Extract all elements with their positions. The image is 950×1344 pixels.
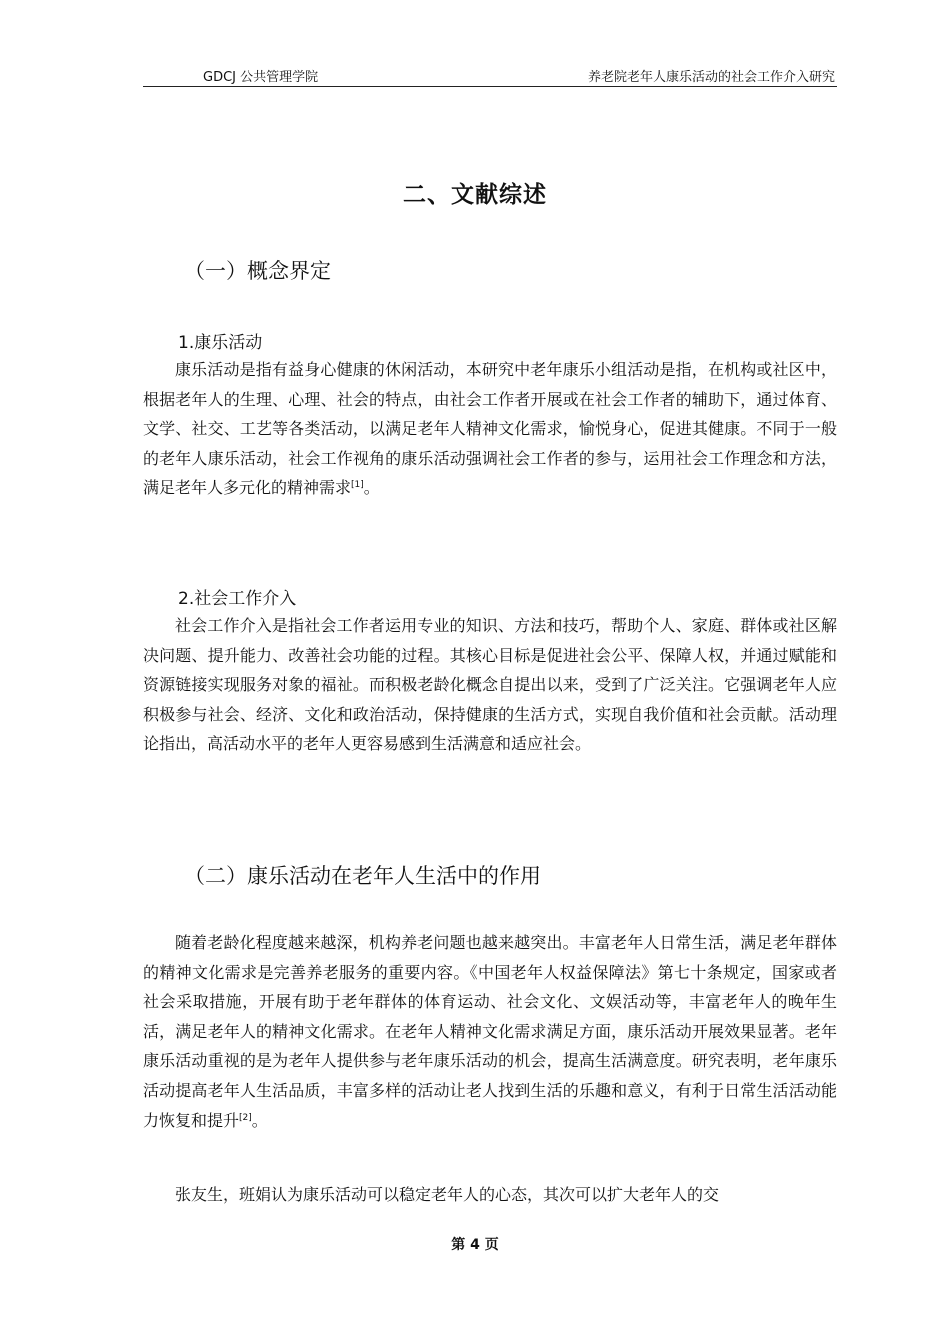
paragraph-recreation-definition xyxy=(143,355,837,503)
citation-1: [1] xyxy=(351,480,364,491)
paragraph-tail: 。 xyxy=(251,1110,268,1130)
paragraph-social-work-definition xyxy=(143,611,837,759)
paragraph-text: 张友生，班娟认为康乐活动可以稳定老年人的心态，其次可以扩大老年人的交 xyxy=(175,1185,720,1204)
header-school: GDCJ 公共管理学院 xyxy=(203,70,319,85)
subsection-heading-recreation: 1.康乐活动 xyxy=(178,333,263,353)
paragraph-text: 康乐活动是指有益身心健康的休闲活动，本研究中老年康乐小组活动是指，在机构或社区中，根据老年人的生理、心理、社会的特点，由社会工作者开展或在社会工作者的辅助下，通过体育、文学、社交、工艺等各类活动，以满足老年人精神文化需求，愉悦身心，促进其健康。不同于一般的老年人康乐活动，社会工作视角的康乐活动强调社会工作者的参与，运用社会工作理念和方法，满足老年人多元化的精神需求 xyxy=(143,360,837,498)
page-number: 第 4 页 xyxy=(451,1237,499,1253)
section-heading-concepts: （一）概念界定 xyxy=(184,259,331,283)
chapter-title: 二、文献综述 xyxy=(403,182,547,208)
citation-2: [2] xyxy=(239,1112,252,1123)
page-header xyxy=(143,64,837,87)
subsection-heading-social-work: 2.社会工作介入 xyxy=(178,589,297,609)
section-heading-role: （二）康乐活动在老年人生活中的作用 xyxy=(184,864,541,888)
paragraph-role-2 xyxy=(143,1180,837,1210)
paragraph-text: 社会工作介入是指社会工作者运用专业的知识、方法和技巧，帮助个人、家庭、群体或社区解决问题、提升能力、改善社会功能的过程。其核心目标是促进社会公平、保障人权，并通过赋能和资源链接实现服务对象的福祉。而积极老龄化概念自提出以来，受到了广泛关注。它强调老年人应积极参与社会、经济、文化和政治活动，保持健康的生活方式，实现自我价值和社会贡献。活动理论指出，高活动水平的老年人更容易感到生活满意和适应社会。 xyxy=(143,616,837,754)
paragraph-tail: 。 xyxy=(363,478,380,498)
paragraph-role-1 xyxy=(143,928,837,1135)
paragraph-text: 随着老龄化程度越来越深，机构养老问题也越来越突出。丰富老年人日常生活，满足老年群体的精神文化需求是完善养老服务的重要内容。《中国老年人权益保障法》第七十条规定，国家或者社会采取措施，开展有助于老年群体的体育运动、社会文化、文娱活动等，丰富老年人的晚年生活，满足老年人的精神文化需求。在老年人精神文化需求满足方面，康乐活动开展效果显著。老年康乐活动重视的是为老年人提供参与老年康乐活动的机会，提高生活满意度。研究表明，老年康乐活动提高老年人生活品质，丰富多样的活动让老人找到生活的乐趣和意义，有利于日常生活活动能力恢复和提升 xyxy=(143,933,837,1130)
header-thesis-title: 养老院老年人康乐活动的社会工作介入研究 xyxy=(587,70,835,85)
